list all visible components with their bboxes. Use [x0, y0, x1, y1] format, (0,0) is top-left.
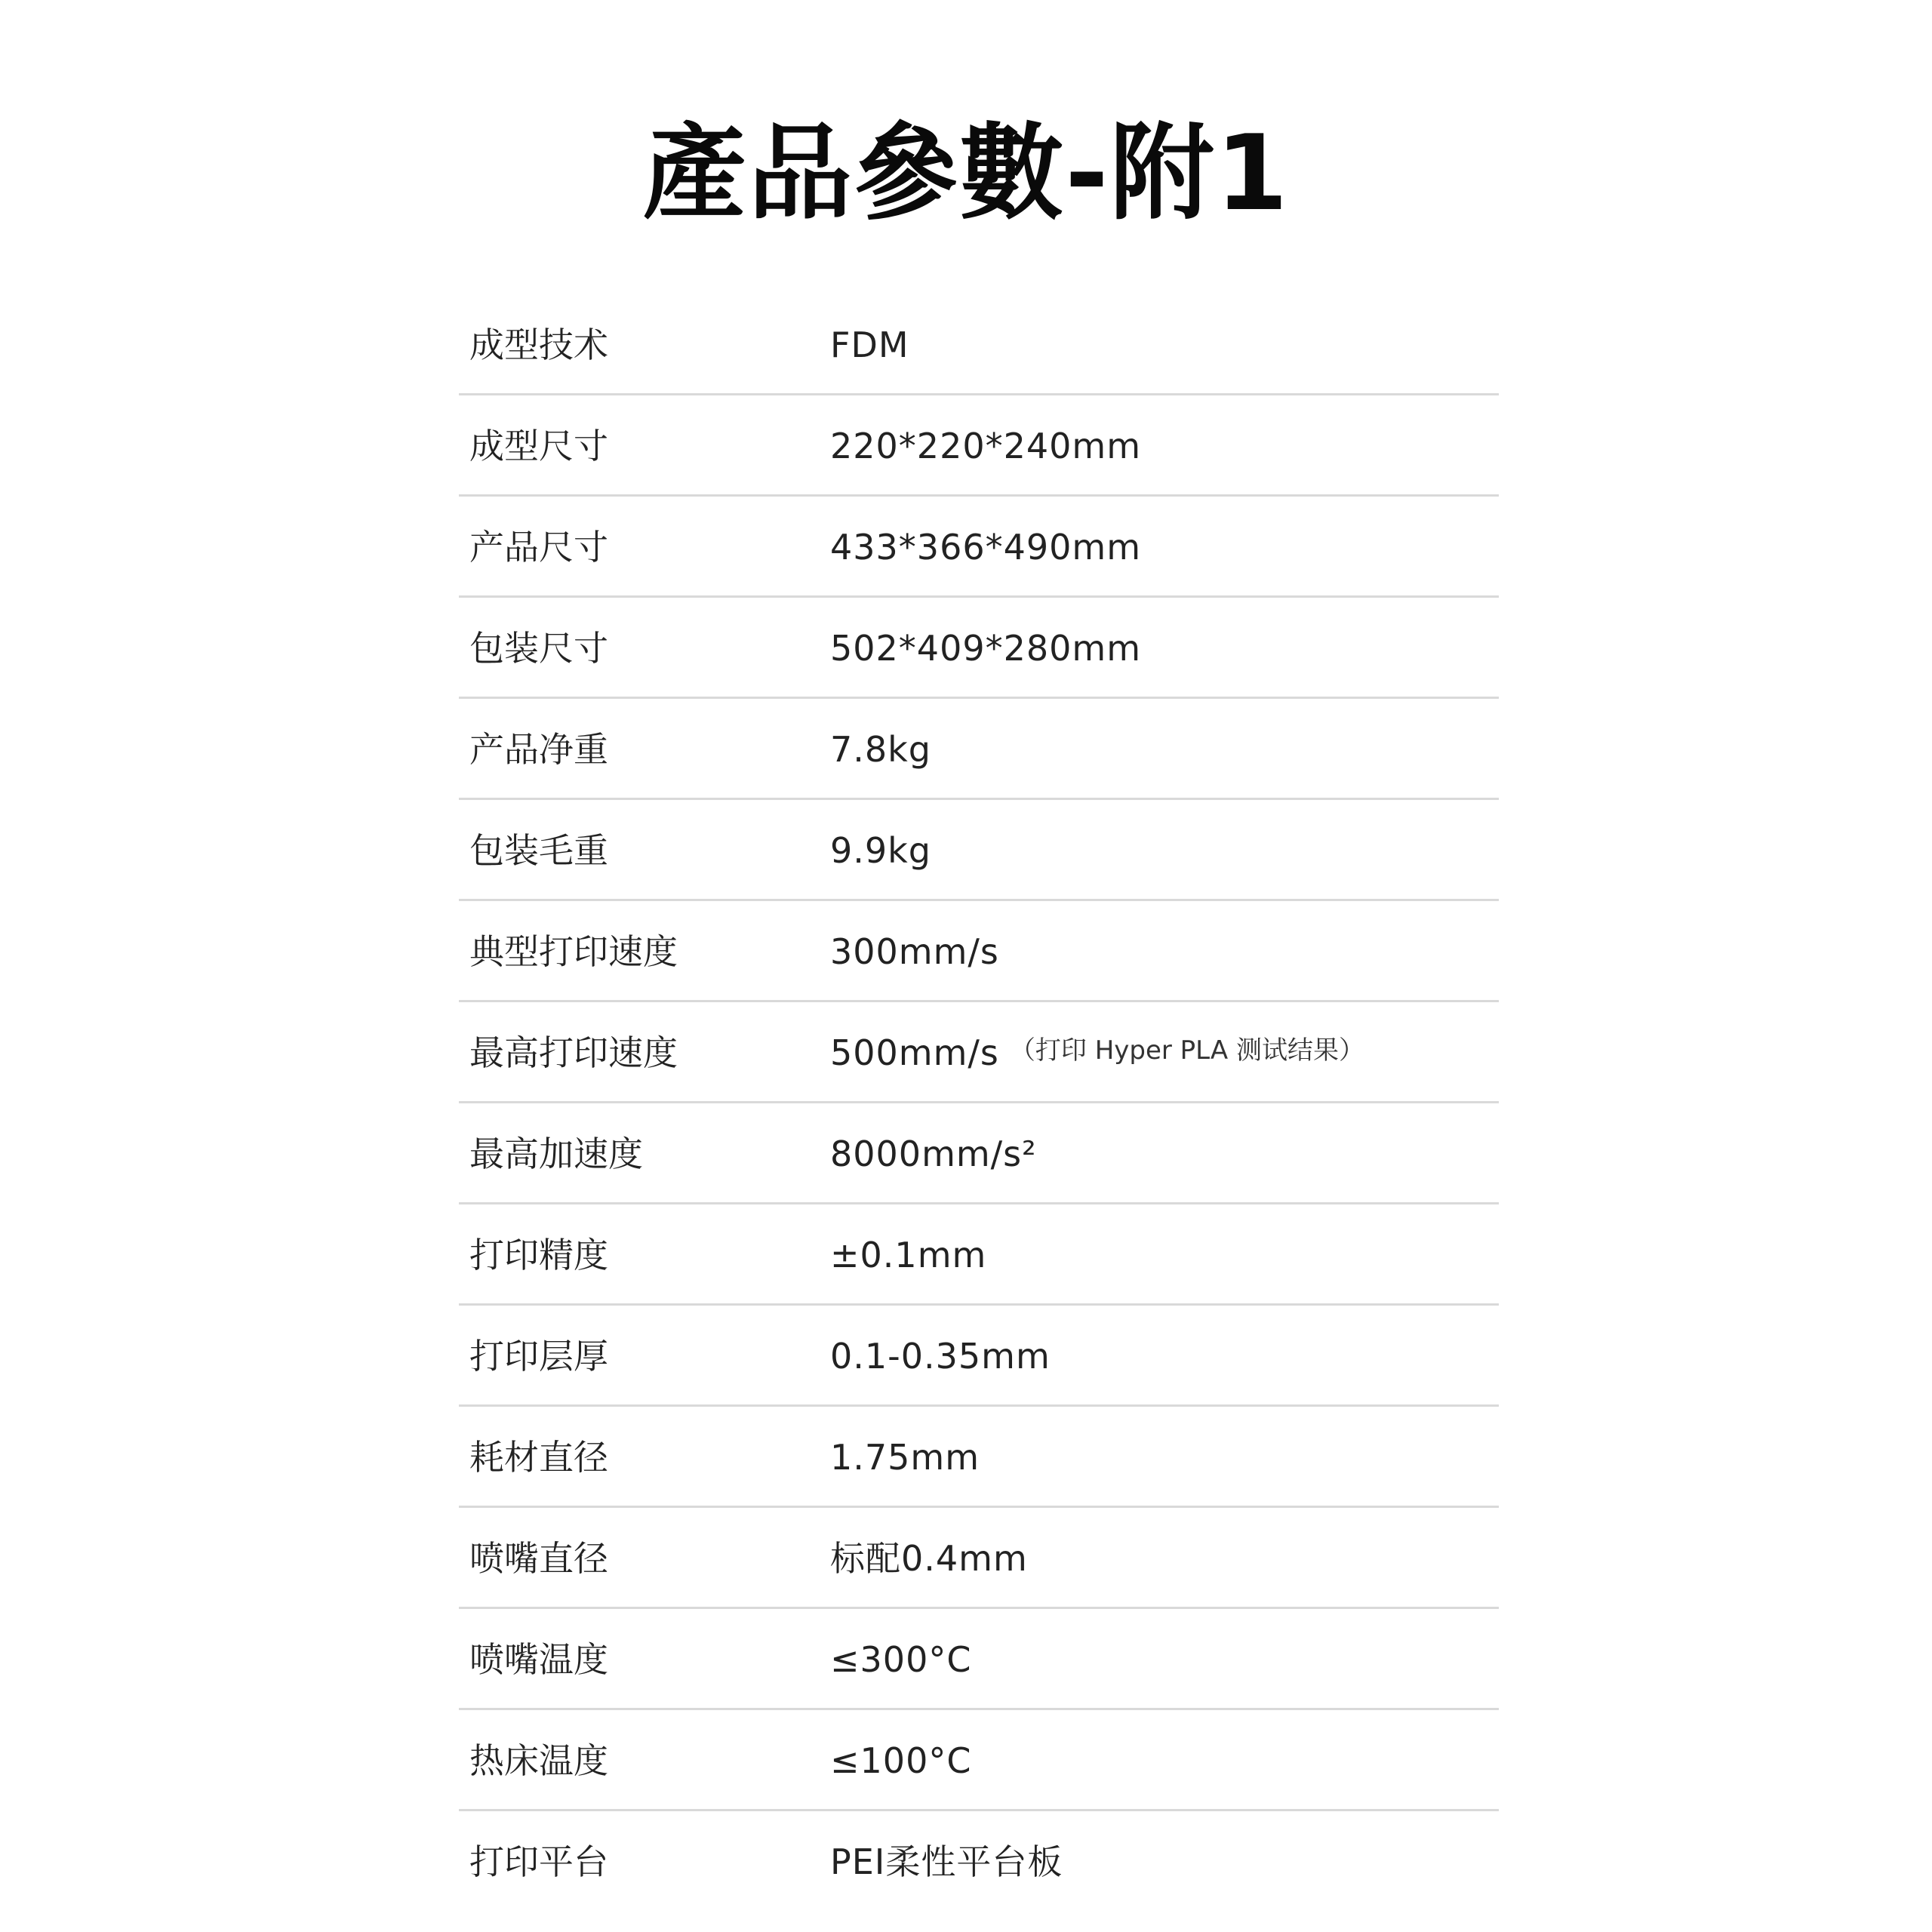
- spec-row: [459, 395, 1499, 497]
- spec-value-text: 7.8kg: [830, 729, 931, 770]
- spec-value-text: FDM: [830, 325, 909, 365]
- spec-value: [830, 1811, 1063, 1912]
- spec-row: [459, 901, 1499, 1002]
- spec-row: [459, 1204, 1499, 1306]
- spec-note: （打印 Hyper PLA 测试结果）: [1009, 1035, 1364, 1066]
- spec-label: 典型打印速度: [469, 931, 678, 972]
- spec-row: [459, 598, 1499, 699]
- spec-row: [459, 1710, 1499, 1811]
- spec-value: [830, 1103, 1037, 1204]
- spec-label: 打印层厚: [469, 1336, 608, 1377]
- spec-row: [459, 699, 1499, 800]
- spec-value: [830, 1306, 1051, 1407]
- spec-value: [830, 294, 909, 395]
- spec-value: [830, 1204, 986, 1306]
- spec-label: 打印平台: [469, 1841, 608, 1882]
- spec-value: [830, 497, 1141, 598]
- spec-value-text: 标配0.4mm: [830, 1538, 1028, 1579]
- spec-label: 喷嘴温度: [469, 1639, 608, 1680]
- spec-value: [830, 1508, 1028, 1609]
- spec-value-text: ≤300°C: [830, 1639, 972, 1680]
- spec-label: 包装毛重: [469, 830, 608, 871]
- spec-row: [459, 1508, 1499, 1609]
- spec-label: 最高打印速度: [469, 1032, 678, 1073]
- spec-value: [830, 1609, 971, 1710]
- spec-value: [830, 1710, 971, 1811]
- spec-row: [459, 1609, 1499, 1710]
- page-title: 產品參數-附1: [642, 112, 1290, 234]
- spec-label: 成型尺寸: [469, 426, 608, 466]
- spec-value-text: 9.9kg: [830, 830, 931, 871]
- spec-value-text: 300mm/s: [830, 931, 999, 972]
- spec-label: 产品尺寸: [469, 527, 608, 568]
- spec-row: [459, 497, 1499, 598]
- spec-label: 喷嘴直径: [469, 1538, 608, 1579]
- spec-value: [830, 1002, 1364, 1103]
- spec-value: [830, 901, 999, 1002]
- spec-label: 打印精度: [469, 1235, 608, 1275]
- spec-value-text: PEI柔性平台板: [830, 1841, 1063, 1882]
- spec-value: [830, 1407, 980, 1508]
- spec-table: [459, 294, 1499, 1912]
- spec-value-text: 502*409*280mm: [830, 628, 1142, 669]
- spec-label: 成型技术: [469, 325, 608, 365]
- spec-label: 最高加速度: [469, 1134, 643, 1174]
- spec-value-text: 500mm/s: [830, 1032, 999, 1073]
- spec-value: [830, 395, 1141, 497]
- spec-value-text: 1.75mm: [830, 1437, 980, 1478]
- spec-value: [830, 699, 931, 800]
- spec-value-text: ≤100°C: [830, 1740, 972, 1781]
- spec-label: 耗材直径: [469, 1437, 608, 1478]
- spec-row: [459, 1103, 1499, 1204]
- spec-label: 热床温度: [469, 1740, 608, 1781]
- spec-row: [459, 1002, 1499, 1103]
- spec-value-text: 220*220*240mm: [830, 426, 1142, 466]
- spec-row: [459, 1306, 1499, 1407]
- spec-row: [459, 800, 1499, 901]
- spec-value-text: ±0.1mm: [830, 1235, 987, 1275]
- spec-value-text: 8000mm/s²: [830, 1134, 1037, 1174]
- spec-value-text: 433*366*490mm: [830, 527, 1142, 568]
- spec-row: [459, 1811, 1499, 1912]
- spec-value: [830, 800, 931, 901]
- spec-value: [830, 598, 1141, 699]
- spec-value-text: 0.1-0.35mm: [830, 1336, 1051, 1377]
- spec-row: [459, 1407, 1499, 1508]
- spec-label: 包装尺寸: [469, 628, 608, 669]
- spec-label: 产品净重: [469, 729, 608, 770]
- spec-row: [459, 294, 1499, 395]
